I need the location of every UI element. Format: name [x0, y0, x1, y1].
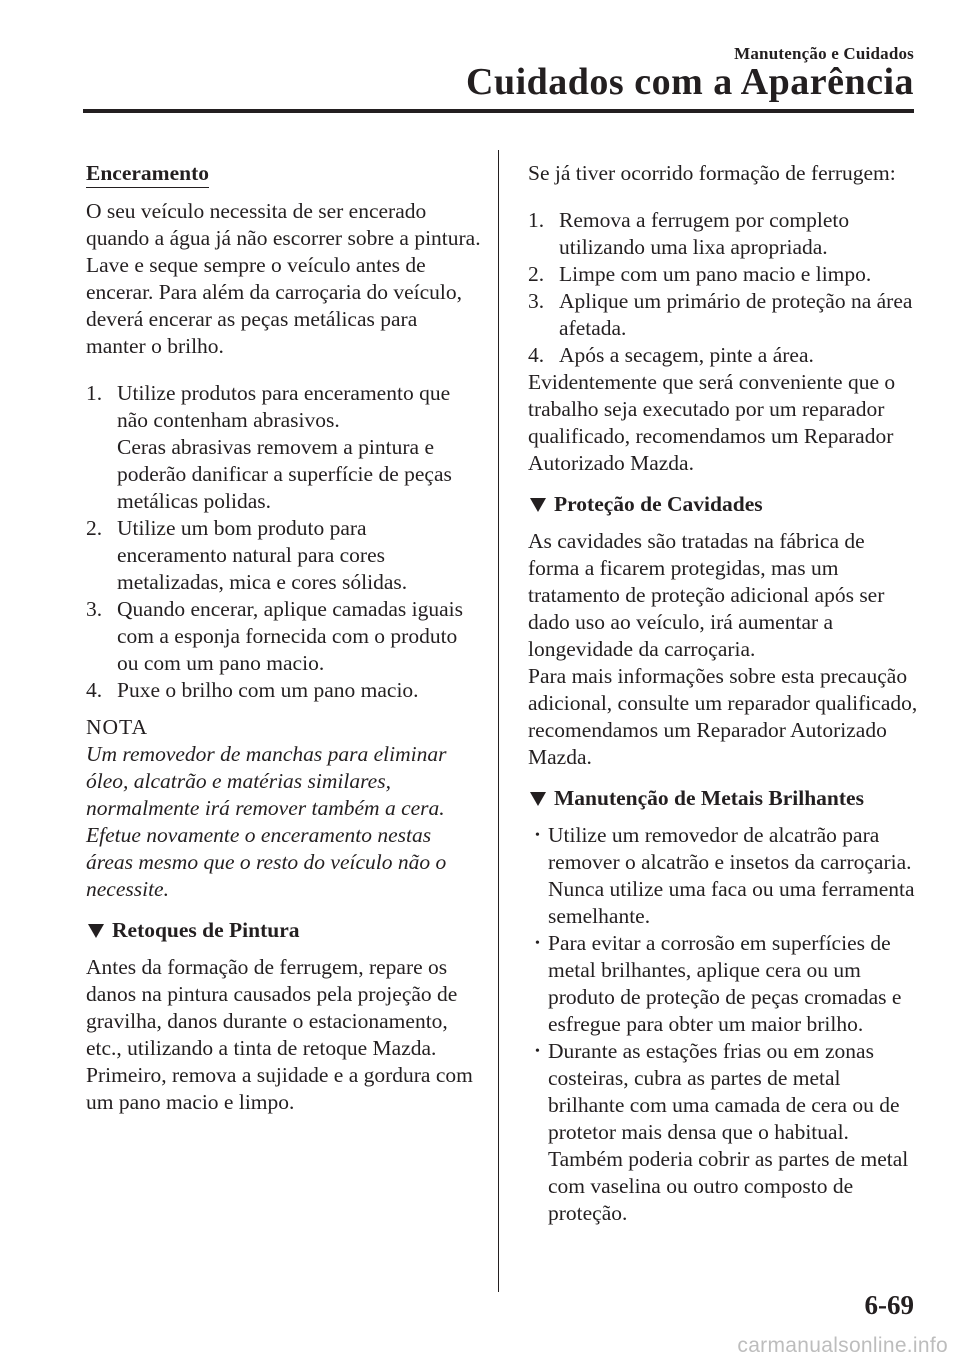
- chapter-title: Manutenção e Cuidados: [734, 44, 914, 63]
- enceramento-intro-1: O seu veículo necessita de ser encerado quando a água já não escorrer sobre a pintura.: [86, 199, 481, 250]
- cavidades-body-1: As cavidades são tratadas na fábrica de forma a ficarem protegidas, mas um tratamento de proteção adicional após ser dado uso ao veículo, irá aumentar a longevidade da carroçaria.: [528, 529, 885, 661]
- metais-bullets: [528, 822, 920, 1227]
- enceramento-title: Enceramento: [86, 160, 209, 188]
- bullet-text: Utilize um removedor de alcatrão para remover o alcatrão e insetos da carroçaria. Nunca utilize uma faca ou uma ferramenta semelhante.: [548, 823, 915, 928]
- triangle-marker-icon: [530, 792, 546, 806]
- step-text: Puxe o brilho com um pano macio.: [117, 678, 419, 702]
- metais-heading-text: Manutenção de Metais Brilhantes: [554, 786, 864, 810]
- metais-heading: [528, 785, 920, 812]
- step-text: Limpe com um pano macio e limpo.: [559, 262, 872, 286]
- nota-heading: NOTA: [86, 715, 148, 739]
- list-item: [86, 515, 481, 596]
- triangle-marker-icon: [88, 924, 104, 938]
- right-column: [528, 160, 920, 1227]
- list-item: [528, 930, 920, 1038]
- bullet-icon: •: [535, 828, 540, 843]
- triangle-marker-icon: [530, 498, 546, 512]
- step-text: Utilize um bom produto para enceramento natural para cores metalizadas, mica e cores sólidas.: [117, 516, 408, 594]
- list-item: [528, 288, 920, 342]
- step-number: 1.: [528, 208, 545, 232]
- left-column: [86, 160, 481, 1116]
- step-number: 3.: [528, 289, 545, 313]
- bullet-text: Durante as estações frias ou em zonas costeiras, cubra as partes de metal brilhante com uma camada de cera ou de protetor mais densa que o habitual. Também poderia cobrir as partes de metal com vaselina ou outro composto de proteção.: [548, 1039, 909, 1225]
- step-number: 1.: [86, 381, 103, 405]
- list-item: [528, 822, 920, 930]
- page-number: 6-69: [864, 1290, 914, 1320]
- step-text: Quando encerar, aplique camadas iguais com a esponja fornecida com o produto ou com um pano macio.: [117, 597, 463, 675]
- step-number: 4.: [86, 678, 103, 702]
- retoques-heading-text: Retoques de Pintura: [112, 918, 300, 942]
- bullet-text: Para evitar a corrosão em superfícies de metal brilhantes, aplique cera ou um produto de proteção de peças cromadas e esfregue para obter um maior brilho.: [548, 931, 902, 1036]
- step-text: Utilize produtos para enceramento que não contenham abrasivos.: [117, 381, 451, 432]
- enceramento-steps: [86, 380, 481, 704]
- column-divider: [498, 150, 499, 1292]
- step-text: Remova a ferrugem por completo utilizando uma lixa apropriada.: [559, 208, 850, 259]
- watermark: carmanualsonline.info: [737, 1334, 948, 1357]
- section-header-title: Cuidados com a Aparência: [466, 61, 914, 103]
- rust-steps: [528, 207, 920, 369]
- list-item: [86, 677, 481, 704]
- list-item: [528, 207, 920, 261]
- retoques-heading: [86, 917, 481, 944]
- step-extra: Ceras abrasivas removem a pintura e poderão danificar a superfície de peças metálicas polidas.: [117, 435, 452, 513]
- cavidades-body-2: Para mais informações sobre esta precaução adicional, consulte um reparador qualificado, recomendamos um Reparador Autorizado Mazda.: [528, 664, 918, 769]
- step-number: 3.: [86, 597, 103, 621]
- bullet-icon: •: [535, 936, 540, 951]
- header-rule: [83, 109, 914, 113]
- step-text: Após a secagem, pinte a área.: [559, 343, 814, 367]
- list-item: [528, 261, 920, 288]
- list-item: [86, 380, 481, 515]
- cavidades-heading-text: Proteção de Cavidades: [554, 492, 763, 516]
- step-number: 4.: [528, 343, 545, 367]
- rust-intro: Se já tiver ocorrido formação de ferrugem:: [528, 161, 896, 185]
- retoques-body: Antes da formação de ferrugem, repare os danos na pintura causados pela projeção de gravilha, danos durante o estacionamento, etc., utilizando a tinta de retoque Mazda. Primeiro, remova a sujidade e a gordura com um pano macio e limpo.: [86, 955, 473, 1114]
- list-item: [528, 1038, 920, 1227]
- nota-body: Um removedor de manchas para eliminar óleo, alcatrão e matérias similares, normalmente irá remover também a cera. Efetue novamente o enceramento nestas áreas mesmo que o resto do veículo não o necessite.: [86, 742, 447, 901]
- step-number: 2.: [528, 262, 545, 286]
- enceramento-intro-2: Lave e seque sempre o veículo antes de encerar. Para além da carroçaria do veículo, deverá encerar as peças metálicas para manter o brilho.: [86, 253, 463, 358]
- rust-outro: Evidentemente que será conveniente que o trabalho seja executado por um reparador qualificado, recomendamos um Reparador Autorizado Mazda.: [528, 370, 896, 475]
- step-text: Aplique um primário de proteção na área afetada.: [559, 289, 913, 340]
- list-item: [528, 342, 920, 369]
- step-number: 2.: [86, 516, 103, 540]
- bullet-icon: •: [535, 1044, 540, 1059]
- list-item: [86, 596, 481, 677]
- cavidades-heading: [528, 491, 920, 518]
